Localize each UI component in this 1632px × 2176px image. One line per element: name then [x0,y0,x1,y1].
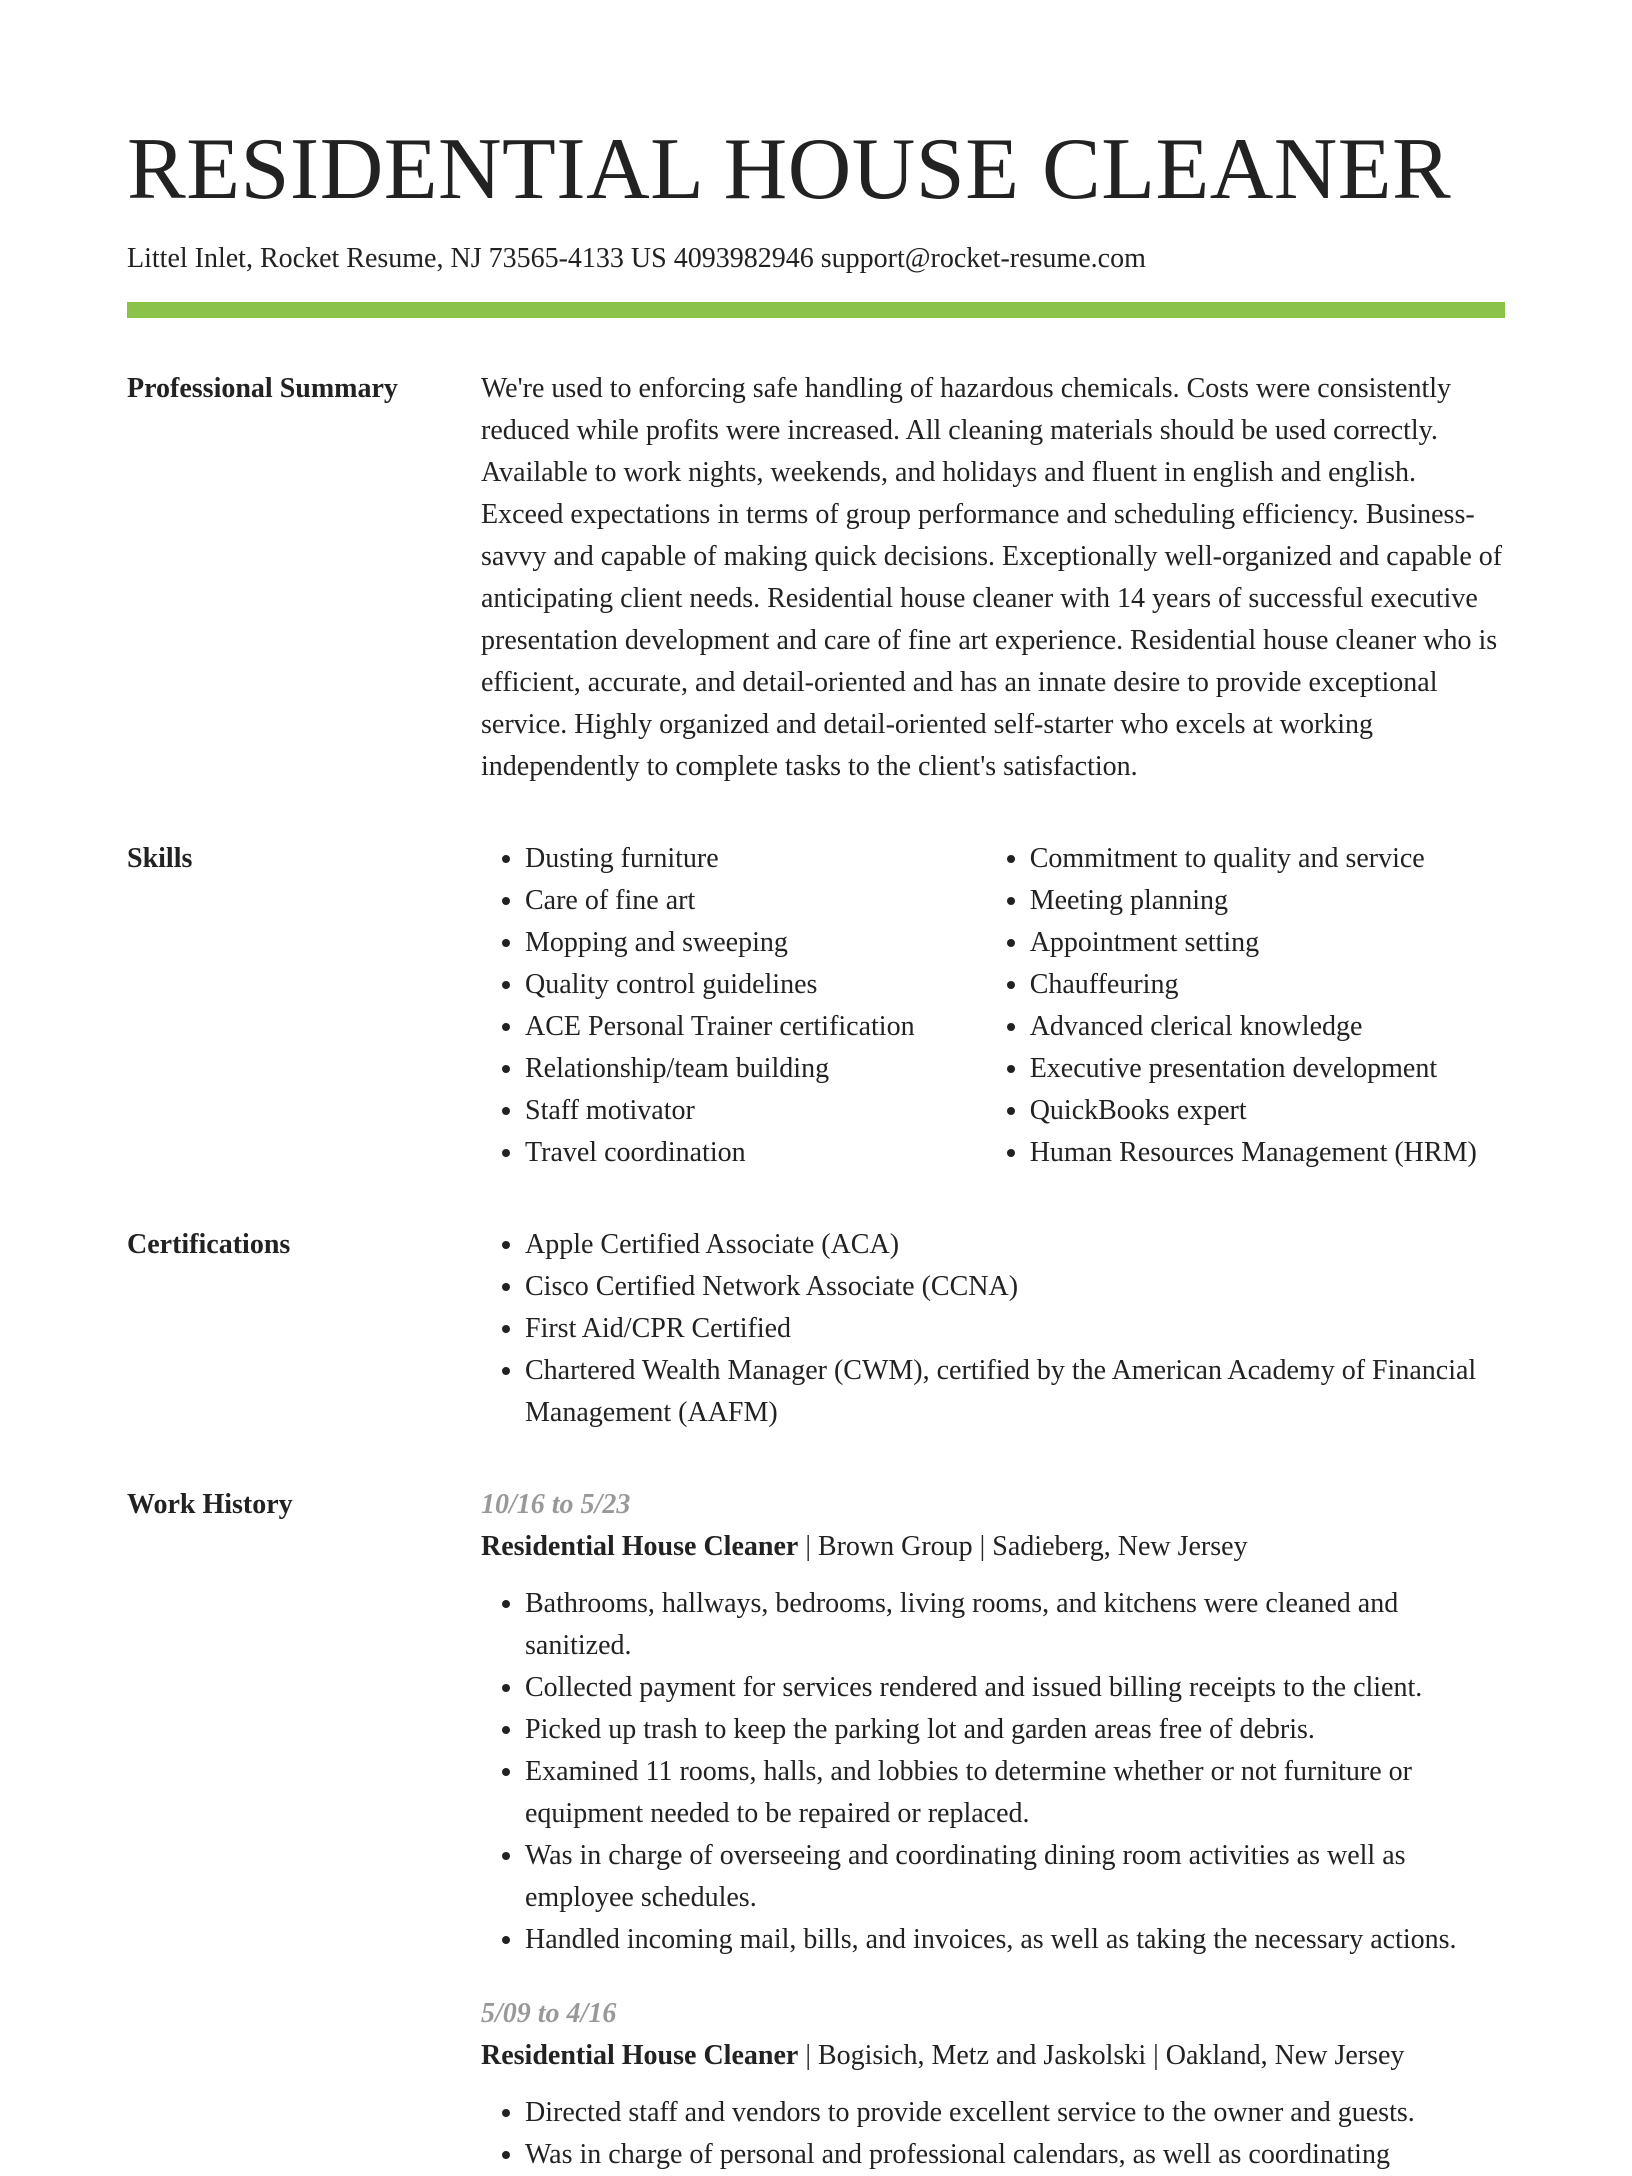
job-title: Residential House Cleaner [481,2040,799,2071]
job-entry [481,1484,1505,1961]
skill-item: • Quality control guidelines [525,964,986,1006]
certifications-section [127,1224,1505,1434]
section-label: Work History [127,1489,293,1520]
job-heading [481,1526,1505,1568]
skill-item: • QuickBooks expert [1030,1090,1505,1132]
job-bullets [481,2092,1505,2176]
job-details: | Bogisich, Metz and Jaskolski | Oakland, New Jersey [798,2040,1405,2071]
summary-text: We're used to enforcing safe handling of hazardous chemicals. Costs were consistently reduced while profits were increased. All cleaning materials should be used correctly. Available to work nights, weekends, and holidays and fluent in english and english. Exceed expectations in terms of group performance and scheduling efficiency. Business-savvy and capable of making quick decisions. Exceptionally well-organized and capable of anticipating client needs. Residential house cleaner with 14 years of successful executive presentation development and care of fine art experience. Residential house cleaner who is efficient, accurate, and detail-oriented and has an innate desire to provide exceptional service. Highly organized and detail-oriented self-starter who excels at working independently to complete tasks to the client's satisfaction. [481,373,1503,782]
job-bullet: • Was in charge of personal and professional calendars, as well as coordinating [525,2134,1505,2176]
skill-item: • Appointment setting [1030,922,1505,964]
job-bullets [481,1583,1505,1961]
contact-email: support@rocket-resume.com [820,243,1146,274]
job-bullet: • Handled incoming mail, bills, and invoices, as well as taking the necessary actions. [525,1919,1505,1961]
skill-item: • Advanced clerical knowledge [1030,1006,1505,1048]
skills-column-2 [986,838,1505,1174]
job-bullet: • Examined 11 rooms, halls, and lobbies to determine whether or not furniture or equipment needed to be repaired or replaced. [525,1751,1505,1835]
resume-name: RESIDENTIAL HOUSE CLEANER [127,121,1452,218]
section-label: Certifications [127,1229,291,1260]
skills-grid [481,838,1505,1174]
skill-item: • Staff motivator [525,1090,986,1132]
skill-item: • Human Resources Management (HRM) [1030,1132,1505,1174]
section-content [481,1224,1505,1434]
job-entry [481,1993,1505,2176]
skill-item: • Dusting furniture [525,838,986,880]
certification-item: • Apple Certified Associate (ACA) [525,1224,1505,1266]
skill-item: • Executive presentation development [1030,1048,1505,1090]
section-content [481,1484,1505,2176]
certifications-list [481,1224,1505,1434]
certification-item: • Cisco Certified Network Associate (CCNA) [525,1266,1505,1308]
job-bullet: • Collected payment for services rendered and issued billing receipts to the client. [525,1667,1505,1709]
job-bullet: • Picked up trash to keep the parking lot and garden areas free of debris. [525,1709,1505,1751]
job-dates: 5/09 to 4/16 [481,1998,617,2029]
work-history-section [127,1484,1505,2176]
skill-item: • Mopping and sweeping [525,922,986,964]
skill-item: • Meeting planning [1030,880,1505,922]
section-content [481,368,1505,788]
skill-item: • Chauffeuring [1030,964,1505,1006]
skill-item: • Commitment to quality and service [1030,838,1505,880]
section-label: Skills [127,843,193,874]
skill-item: • ACE Personal Trainer certification [525,1006,986,1048]
skill-item: • Relationship/team building [525,1048,986,1090]
job-bullet: • Directed staff and vendors to provide excellent service to the owner and guests. [525,2092,1505,2134]
skills-column-1 [481,838,986,1174]
certification-item: • First Aid/CPR Certified [525,1308,1505,1350]
job-bullet: • Was in charge of overseeing and coordinating dining room activities as well as employee schedules. [525,1835,1505,1919]
contact-line [127,242,1505,276]
contact-address: Littel Inlet, Rocket Resume, NJ 73565-4133 US [127,243,667,274]
job-details: | Brown Group | Sadieberg, New Jersey [798,1531,1248,1562]
certification-item: • Chartered Wealth Manager (CWM), certified by the American Academy of Financial Management (AAFM) [525,1350,1505,1434]
job-heading [481,2035,1505,2077]
skill-item: • Care of fine art [525,880,986,922]
summary-section [127,368,1505,788]
accent-divider [127,302,1505,318]
section-label: Professional Summary [127,373,398,404]
job-dates: 10/16 to 5/23 [481,1489,631,1520]
skills-section [127,838,1505,1174]
contact-phone: 4093982946 [673,243,814,274]
job-bullet: • Bathrooms, hallways, bedrooms, living rooms, and kitchens were cleaned and sanitized. [525,1583,1505,1667]
skill-item: • Travel coordination [525,1132,986,1174]
job-title: Residential House Cleaner [481,1531,799,1562]
